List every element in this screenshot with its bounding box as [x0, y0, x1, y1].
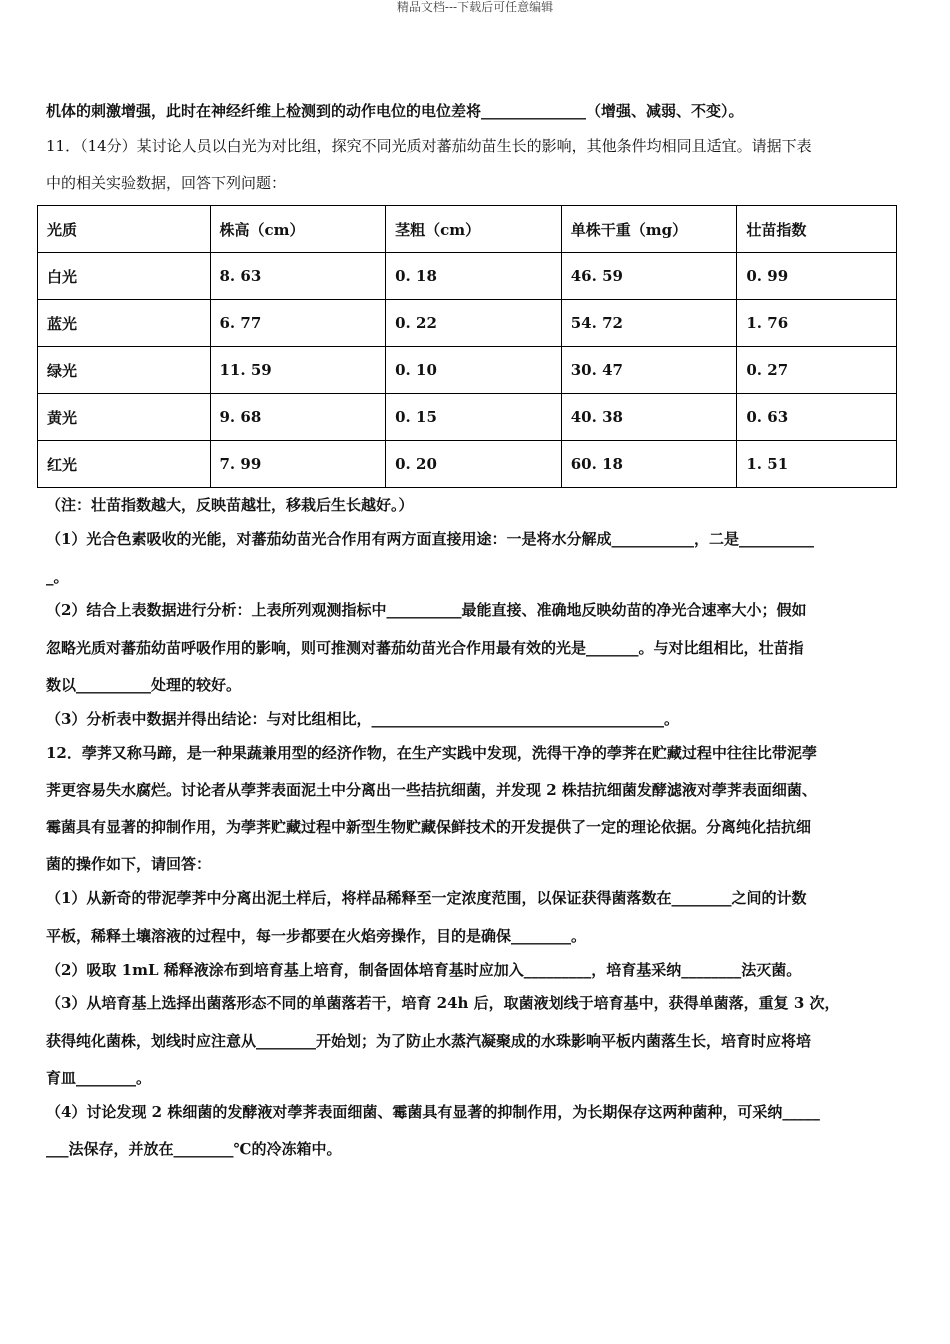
table-cell: 绿光 [38, 347, 211, 394]
table-cell: 1. 76 [737, 300, 897, 347]
table-row [38, 347, 897, 394]
question-12-4-cont: ___法保存，并放在________℃的冷冻箱中。 [46, 1140, 342, 1158]
question-11-2-cont2: 数以__________处理的较好。 [46, 676, 242, 694]
table-header-row [38, 206, 897, 253]
header-cell: 光质 [38, 206, 211, 253]
table-cell: 0. 20 [386, 441, 562, 488]
table-cell: 7. 99 [210, 441, 386, 488]
table-cell: 30. 47 [561, 347, 737, 394]
table-cell: 0. 27 [737, 347, 897, 394]
table-cell: 40. 38 [561, 394, 737, 441]
table-cell: 0. 18 [386, 253, 562, 300]
question-11-1: （1）光合色素吸收的光能，对蕃茄幼苗光合作用有两方面直接用途：一是将水分解成___________，二是__________ [46, 530, 814, 548]
text-line: 机体的刺激增强，此时在神经纤维上检测到的动作电位的电位差将______________（增强、减弱、不变）。 [46, 102, 744, 120]
table-cell: 0. 63 [737, 394, 897, 441]
question-12-stem-cont: 荠更容易失水腐烂。讨论者从荸荠表面泥土中分离出一些拮抗细菌，并发现 2 株拮抗细菌发酵滤液对荸荠表面细菌、 [46, 781, 817, 799]
table-cell: 黄光 [38, 394, 211, 441]
table-cell: 0. 22 [386, 300, 562, 347]
table-cell: 6. 77 [210, 300, 386, 347]
table-cell: 11. 59 [210, 347, 386, 394]
table-cell: 46. 59 [561, 253, 737, 300]
question-12-3-cont: 获得纯化菌株，划线时应注意从________开始划；为了防止水蒸汽凝聚成的水珠影响平板内菌落生长，培育时应将培 [46, 1032, 812, 1050]
question-12-stem-cont3: 菌的操作如下，请回答： [46, 855, 212, 873]
page-header: 精品文档---下载后可任意编辑 [396, 0, 554, 14]
question-11-stem-cont: 中的相关实验数据，回答下列问题： [46, 174, 287, 192]
table-cell: 0. 99 [737, 253, 897, 300]
question-12-2: （2）吸取 1mL 稀释液涂布到培育基上培育，制备固体培育基时应加入_________，培育基采纳________法灭菌。 [46, 961, 802, 979]
question-11-stem: 11．（14分）某讨论人员以白光为对比组，探究不同光质对蕃茄幼苗生长的影响，其他条件均相同且适宜。请据下表 [46, 137, 812, 155]
table-row [38, 300, 897, 347]
question-12-3: （3）从培育基上选择出菌落形态不同的单菌落若干，培育 24h 后，取菌液划线于培育基中，获得单菌落，重复 3 次， [46, 994, 840, 1012]
header-cell: 单株干重（mg） [561, 206, 737, 253]
question-11-2: （2）结合上表数据进行分析：上表所列观测指标中__________最能直接、准确地反映幼苗的净光合速率大小；假如 [46, 601, 807, 619]
question-12-4: （4）讨论发现 2 株细菌的发酵液对荸荠表面细菌、霉菌具有显著的抑制作用，为长期保存这两种菌种，可采纳_____ [46, 1103, 820, 1121]
table-row [38, 441, 897, 488]
question-12-stem-cont2: 霉菌具有显著的抑制作用，为荸荠贮藏过程中新型生物贮藏保鲜技术的开发提供了一定的理论依据。分离纯化拮抗细 [46, 818, 812, 836]
question-12-1-cont: 平板，稀释土壤溶液的过程中，每一步都要在火焰旁操作，目的是确保________。 [46, 927, 587, 945]
table-note: （注：壮苗指数越大，反映苗越壮，移栽后生长越好。） [46, 496, 414, 514]
data-table [37, 205, 897, 488]
table-row [38, 394, 897, 441]
question-11-3: （3）分析表中数据并得出结论：与对比组相比，_______________________________________。 [46, 710, 679, 728]
question-12-3-cont2: 育皿________。 [46, 1069, 152, 1087]
header-cell: 株高（cm） [210, 206, 386, 253]
table-cell: 9. 68 [210, 394, 386, 441]
header-cell: 茎粗（cm） [386, 206, 562, 253]
question-11-1-cont: _。 [46, 568, 69, 586]
question-12-1: （1）从新奇的带泥荸荠中分离出泥土样后，将样品稀释至一定浓度范围，以保证获得菌落数在________之间的计数 [46, 889, 807, 907]
table-cell: 60. 18 [561, 441, 737, 488]
question-11-2-cont: 忽略光质对蕃茄幼苗呼吸作用的影响，则可推测对蕃茄幼苗光合作用最有效的光是_______。与对比组相比，壮苗指 [46, 639, 804, 657]
table-cell: 红光 [38, 441, 211, 488]
table-cell: 1. 51 [737, 441, 897, 488]
table-cell: 0. 10 [386, 347, 562, 394]
header-cell: 壮苗指数 [737, 206, 897, 253]
table-row [38, 253, 897, 300]
table-cell: 白光 [38, 253, 211, 300]
table-cell: 8. 63 [210, 253, 386, 300]
table-cell: 0. 15 [386, 394, 562, 441]
table-cell: 蓝光 [38, 300, 211, 347]
table-cell: 54. 72 [561, 300, 737, 347]
question-12-stem: 12．荸荠又称马蹄，是一种果蔬兼用型的经济作物，在生产实践中发现，洗得干净的荸荠在贮藏过程中往往比带泥荸 [46, 744, 817, 762]
